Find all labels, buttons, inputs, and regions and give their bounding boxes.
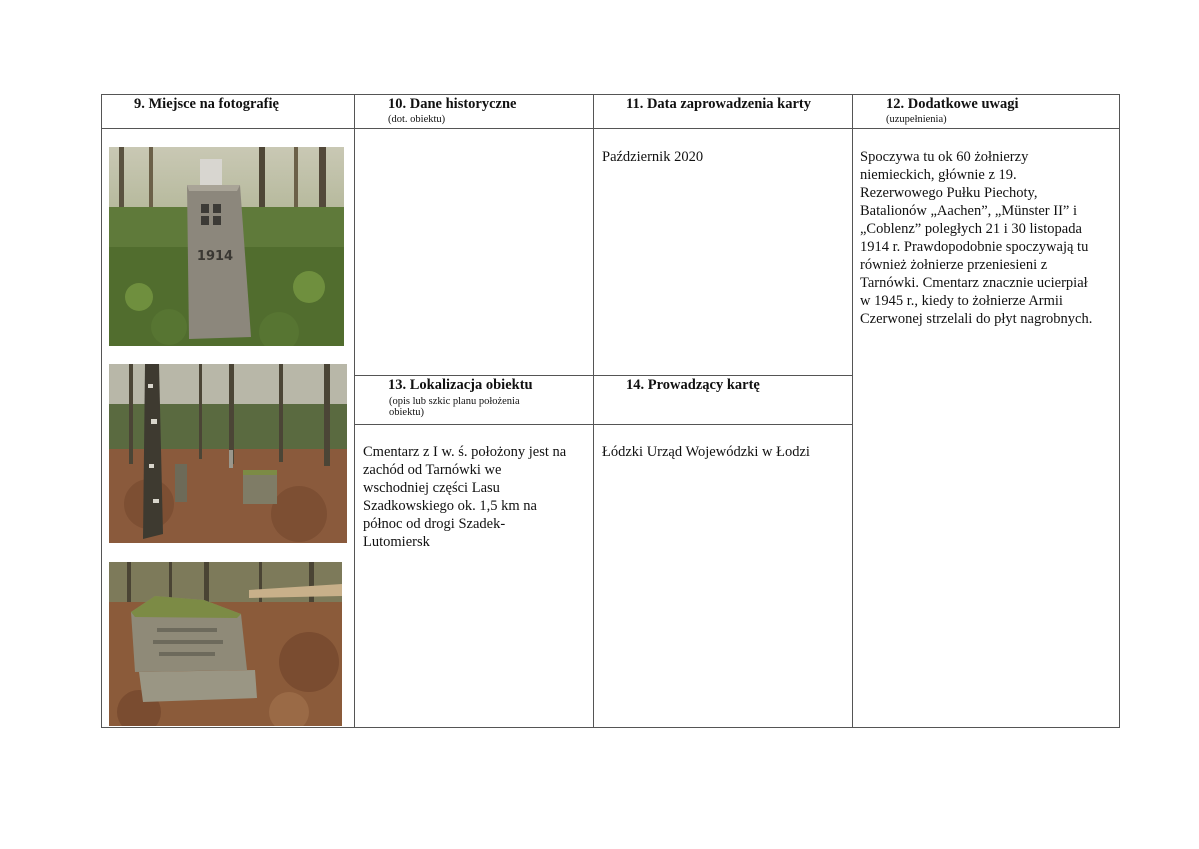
location-line: Cmentarz z I w. ś. położony jest na [363, 444, 567, 460]
section-divider [354, 375, 852, 376]
location-line: zachód od Tarnówki we [363, 462, 502, 478]
notes-line: Batalionów „Aachen”, „Münster II” i [860, 203, 1078, 219]
column-divider [354, 94, 355, 728]
notes-line: Spoczywa tu ok 60 żołnierzy [860, 149, 1029, 165]
header-object-location-sub-line: obiektu) [389, 407, 424, 418]
photo-inscription: 1914 [196, 249, 234, 264]
header-object-location-sub-line: (opis lub szkic planu położenia [389, 396, 520, 407]
header-historical-data: 10. Dane historyczne [388, 96, 517, 112]
header-photo-place: 9. Miejsce na fotografię [134, 96, 279, 112]
header-card-date: 11. Data zaprowadzenia karty [626, 96, 812, 112]
header-additional-notes: 12. Dodatkowe uwagi [886, 96, 1019, 112]
column-divider [593, 94, 594, 728]
header-card-keeper: 14. Prowadzący kartę [626, 377, 760, 393]
column-divider [852, 94, 853, 728]
header-row-divider [101, 128, 1120, 129]
header-historical-data-sub: (dot. obiektu) [388, 114, 446, 125]
header-object-location: 13. Lokalizacja obiektu [388, 377, 533, 393]
photo-broken-gravestone [109, 562, 342, 726]
photo-memorial-post [109, 147, 344, 346]
header-additional-notes-sub: (uzupełnienia) [886, 114, 947, 125]
notes-line: Tarnówki. Cmentarz znacznie ucierpiał [860, 275, 1088, 291]
notes-line: 1914 r. Prawdopodobnie spoczywają tu [860, 239, 1089, 255]
location-line: Szadkowskiego ok. 1,5 km na [363, 498, 537, 514]
location-line: Lutomiersk [363, 534, 430, 550]
location-line: północ od drogi Szadek- [363, 516, 506, 532]
card-keeper-value: Łódzki Urząd Wojewódzki w Łodzi [602, 444, 810, 460]
notes-line: również żołnierze przeniesieni z [860, 257, 1048, 273]
object-location-text [363, 443, 591, 551]
notes-line: Czerwonej strzelali do płyt nagrobnych. [860, 311, 1093, 327]
notes-line: w 1945 r., kiedy to żołnierze Armii [860, 293, 1063, 309]
section-header-divider [354, 424, 852, 425]
notes-line: niemieckich, głównie z 19. [860, 167, 1017, 183]
location-line: wschodniej części Lasu [363, 480, 500, 496]
notes-line: Rezerwowego Pułku Piechoty, [860, 185, 1038, 201]
card-date-value: Październik 2020 [602, 149, 704, 165]
photo-cemetery-forest [109, 364, 347, 543]
additional-notes-text [860, 148, 1115, 328]
notes-line: „Coblenz” poległych 21 i 30 listopada [860, 221, 1082, 237]
header-object-location-sub [389, 396, 520, 418]
